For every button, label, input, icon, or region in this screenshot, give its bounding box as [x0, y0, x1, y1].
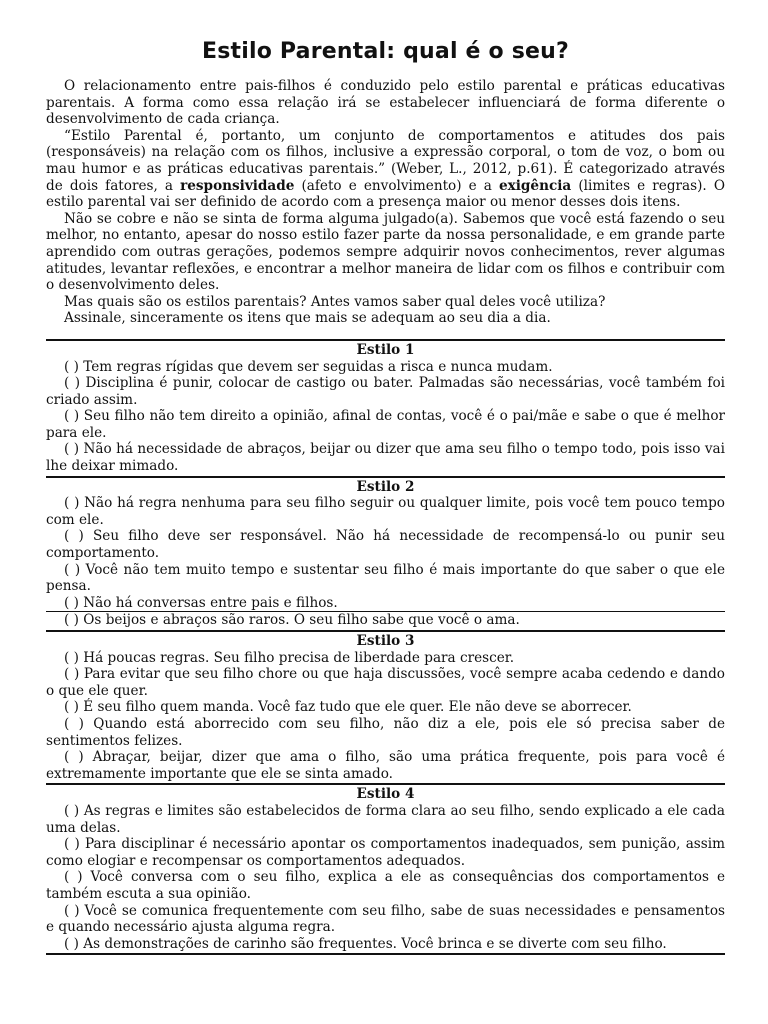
intro-text	[46, 78, 725, 327]
checklist-item[interactable]: ( ) Os beijos e abraços são raros. O seu filho sabe que você o ama.	[64, 612, 520, 629]
section-estilo-1	[46, 339, 725, 476]
section-title: Estilo 4	[356, 786, 415, 803]
checklist-item[interactable]: ( ) Seu filho não tem direito a opinião, afinal de contas, você é o pai/mãe e sabe o que é melhor para ele.	[46, 408, 725, 441]
section-title: Estilo 3	[356, 633, 415, 649]
section-estilo-3	[46, 630, 725, 783]
checklist-item[interactable]: ( ) Abraçar, beijar, dizer que ama o filho, são uma prática frequente, pois para você é extremamente importante que ele se sinta amado.	[46, 749, 725, 782]
checklist-item[interactable]: ( ) As regras e limites são estabelecidos de forma clara ao seu filho, sendo explicado a ele cada uma delas.	[46, 802, 725, 836]
checklist-item[interactable]: ( ) Você não tem muito tempo e sustentar seu filho é mais importante do que saber o que ele pensa.	[46, 561, 725, 595]
checklist-item[interactable]: ( ) As demonstrações de carinho são frequentes. Você brinca e se diverte com seu filho.	[64, 935, 667, 952]
section-title: Estilo 1	[356, 341, 415, 358]
section-title: Estilo 2	[356, 478, 415, 495]
checklist-item[interactable]: ( ) Para evitar que seu filho chore ou que haja discussões, você sempre acaba cedendo e dando o que ele quer.	[46, 666, 725, 699]
checklist-item[interactable]: ( ) Tem regras rígidas que devem ser seguidas a risca e nunca mudam.	[64, 358, 553, 375]
term-responsividade: responsividade	[180, 177, 295, 194]
checklist-item[interactable]: ( ) Não há necessidade de abraços, beijar ou dizer que ama seu filho o tempo todo, pois isso vai lhe deixar mimado.	[46, 441, 725, 475]
intro-paragraph-2-part-a: “Estilo Parental é, portanto, um conjunto de comportamentos e atitudes dos pais (responsáveis) na relação com os filhos, inclusive a expressão corporal, o tom de voz, o bom ou mau humor e as práticas educativas parentais.” (Weber, L., 2012, p.61). É categorizado através de dois fatores, a	[46, 127, 725, 194]
intro-paragraph-1: O relacionamento entre pais-filhos é conduzido pelo estilo parental e práticas educativas parentais. A forma como essa relação irá se estabelecer influenciará de forma diferente o desenvolvimento de cada criança.	[46, 78, 725, 128]
checklist-item[interactable]: ( ) Seu filho deve ser responsável. Não há necessidade de recompensá-lo ou punir seu comportamento.	[46, 528, 725, 562]
checklist-item[interactable]: ( ) Você se comunica frequentemente com seu filho, sabe de suas necessidades e pensamentos e quando necessário ajusta alguma regra.	[46, 902, 725, 936]
checklist-item[interactable]: ( ) Há poucas regras. Seu filho precisa de liberdade para crescer.	[64, 649, 515, 666]
intro-paragraph-2-part-b: (afeto e envolvimento) e a	[294, 177, 499, 194]
intro-paragraph-3: Não se cobre e não se sinta de forma alguma julgado(a). Sabemos que você está fazendo o seu melhor, no entanto, apesar do nosso estilo fazer parte da nossa personalidade, e em grande parte aprendido com outras gerações, podemos sempre adquirir novos conhecimentos, rever algumas atitudes, levantar reflexões, e encontrar a melhor maneira de lidar com os filhos e contribuir com o desenvolvimento deles.	[46, 210, 725, 294]
checklist-item[interactable]: ( ) Quando está aborrecido com seu filho, não diz a ele, pois ele só precisa saber de sentimentos felizes.	[46, 715, 725, 749]
checklist-item[interactable]: ( ) Você conversa com o seu filho, explica a ele as consequências dos comportamentos e também escuta a sua opinião.	[46, 869, 725, 902]
checklist-item[interactable]: ( ) Disciplina é punir, colocar de castigo ou bater. Palmadas são necessárias, você também foi criado assim.	[46, 375, 725, 408]
page-title: Estilo Parental: qual é o seu?	[202, 39, 569, 64]
checklist-item[interactable]: ( ) Para disciplinar é necessário apontar os comportamentos inadequados, sem punição, assim como elogiar e recompensar os comportamentos adequados.	[46, 836, 725, 869]
checklist-item[interactable]: ( ) É seu filho quem manda. Você faz tudo que ele quer. Ele não deve se aborrecer.	[64, 699, 632, 716]
intro-paragraph-4: Mas quais são os estilos parentais? Antes vamos saber qual deles você utiliza?	[64, 293, 606, 310]
intro-paragraph-5: Assinale, sinceramente os itens que mais se adequam ao seu dia a dia.	[64, 310, 551, 327]
intro-paragraph-2-part-c: (limites e regras). O estilo parental vai ser definido de acordo com a presença maior ou menor desses dois itens.	[46, 177, 725, 211]
checklist-item[interactable]: ( ) Não há regra nenhuma para seu filho seguir ou qualquer limite, pois você tem pouco tempo com ele.	[46, 495, 725, 528]
document-page	[46, 36, 725, 955]
intro-paragraph-2	[46, 128, 725, 211]
section-estilo-4	[46, 783, 725, 955]
section-estilo-2	[46, 476, 725, 630]
checklist-item[interactable]: ( ) Não há conversas entre pais e filhos.	[46, 595, 725, 613]
term-exigencia: exigência	[499, 177, 572, 194]
